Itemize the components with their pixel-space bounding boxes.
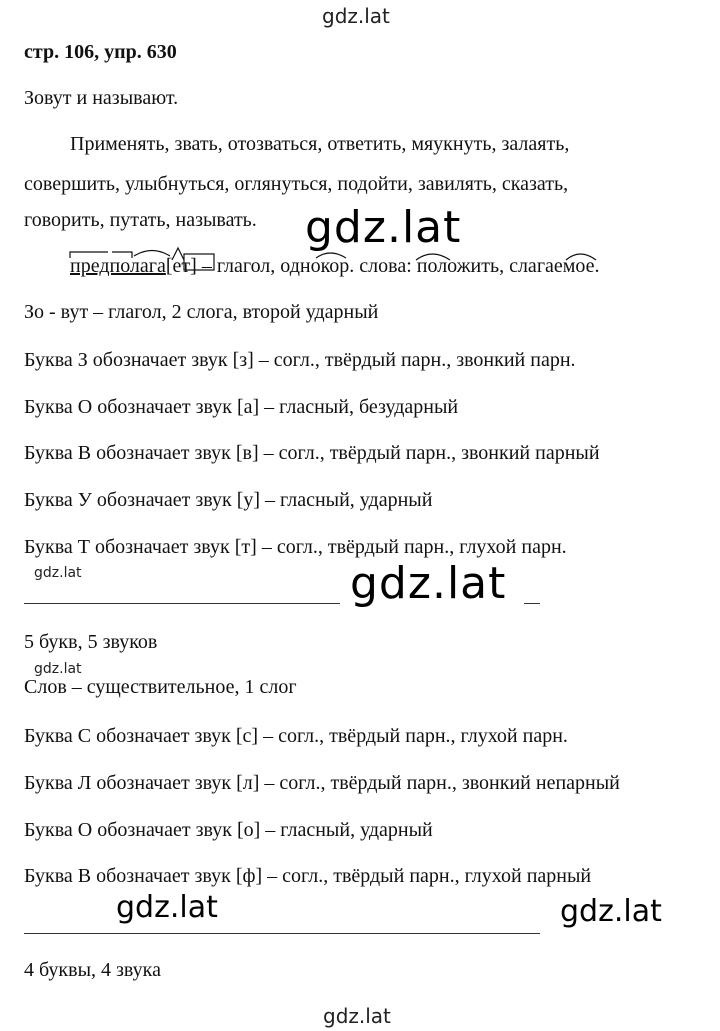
paragraph-line-1: Применять, звать, отозваться, ответить, мяукнуть, залаять, bbox=[70, 133, 570, 155]
watermark-small-1: gdz.lat bbox=[34, 565, 82, 581]
watermark-footer: gdz.lat bbox=[323, 1004, 391, 1028]
analysis-2-letter-2: Буква Л обозначает звук [л] – согл., твёрдый парн., звонкий непарный bbox=[24, 772, 620, 794]
analysis-2-heading: Слов – существительное, 1 слог bbox=[24, 676, 297, 698]
analysis-1-letter-4: Буква У обозначает звук [у] – гласный, ударный bbox=[24, 489, 433, 511]
morph-root-2: слагаемое bbox=[509, 255, 595, 277]
analysis-1-heading: Зо - вут – глагол, 2 слога, второй ударный bbox=[24, 301, 379, 323]
divider-2 bbox=[24, 933, 540, 934]
watermark-center-2: gdz.lat bbox=[350, 558, 507, 609]
analysis-1-letter-2: Буква О обозначает звук [а] – гласный, безударный bbox=[24, 396, 459, 418]
watermark-center-1: gdz.lat bbox=[305, 202, 462, 253]
morph-ending: [ет] bbox=[165, 255, 197, 277]
analysis-2-letter-3: Буква О обозначает звук [о] – гласный, ударный bbox=[24, 819, 433, 841]
watermark-bottom-right: gdz.lat bbox=[560, 894, 662, 929]
analysis-1-summary: 5 букв, 5 звуков bbox=[24, 631, 158, 653]
exercise-title: Зовут и называют. bbox=[24, 87, 179, 109]
watermark-small-2: gdz.lat bbox=[34, 661, 82, 677]
watermark-bottom-left: gdz.lat bbox=[116, 890, 218, 925]
analysis-1-letter-5: Буква Т обозначает звук [т] – согл., твёрдый парн., глухой парн. bbox=[24, 536, 567, 558]
morph-word: предполага bbox=[70, 255, 166, 277]
watermark-top: gdz.lat bbox=[322, 4, 390, 28]
paragraph-line-2: совершить, улыбнуться, оглянуться, подойти, завилять, сказать, bbox=[24, 173, 569, 195]
paragraph-line-3: говорить, путать, называть. bbox=[24, 209, 257, 231]
analysis-2-summary: 4 буквы, 4 звука bbox=[24, 959, 161, 981]
analysis-1-letter-3: Буква В обозначает звук [в] – согл., твёрдый парн., звонкий парный bbox=[24, 442, 600, 464]
divider-1-right bbox=[524, 603, 540, 604]
page-header: стр. 106, упр. 630 bbox=[24, 41, 177, 63]
morpheme-marks-svg bbox=[68, 248, 488, 268]
morpheme-marks bbox=[68, 248, 488, 273]
analysis-1-letter-1: Буква З обозначает звук [з] – согл., твёрдый парн., звонкий парн. bbox=[24, 349, 576, 371]
divider-1-left bbox=[24, 603, 340, 604]
morph-root-1: жить bbox=[456, 255, 500, 277]
morph-end: . bbox=[594, 255, 600, 277]
analysis-2-letter-1: Буква С обозначает звук [с] – согл., твёрдый парн., глухой парн. bbox=[24, 725, 568, 747]
morph-text-2: , bbox=[499, 255, 510, 277]
morph-text-1: – глагол, однокор. слова: поло bbox=[196, 255, 457, 277]
analysis-2-letter-4: Буква В обозначает звук [ф] – согл., твёрдый парн., глухой парный bbox=[24, 865, 592, 887]
